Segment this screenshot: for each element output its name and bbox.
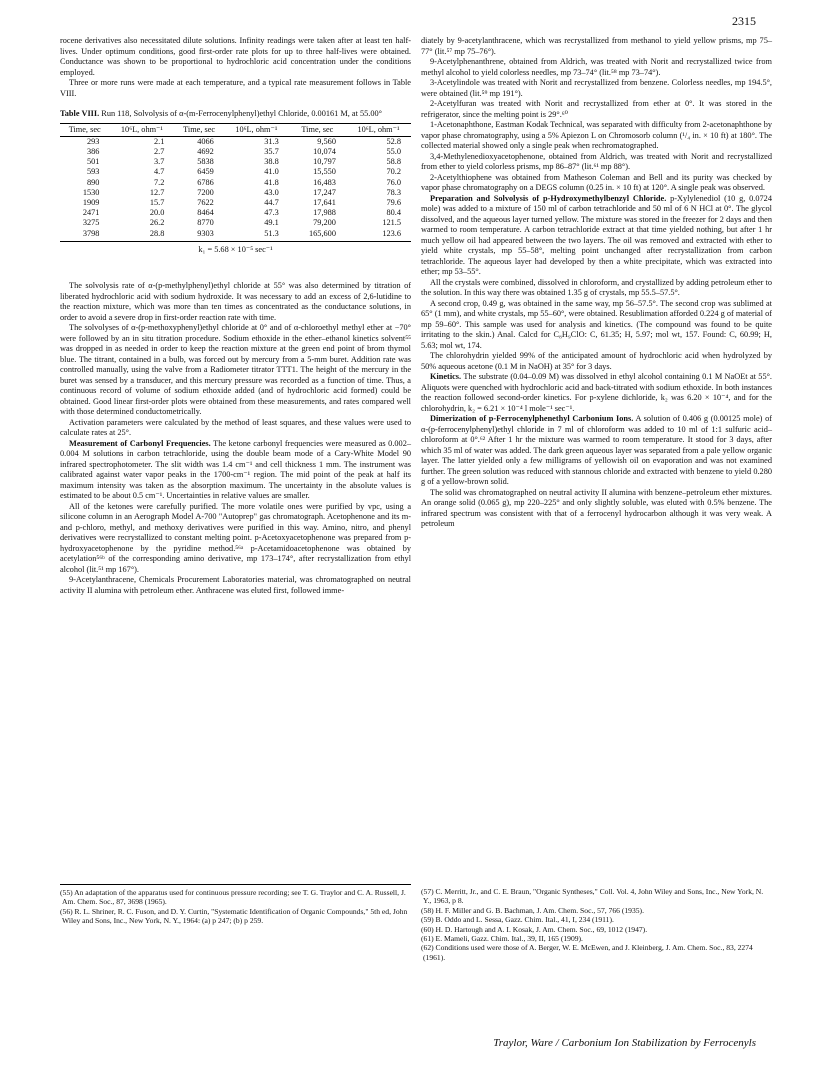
paragraph: All of the ketones were carefully purified. The more volatile ones were purified by vpc, using a silicone column in an Aerograph Model A-700 "Autoprep" gas chromatograph. Acetophenone and its m- and p-chloro, methyl, and methoxy derivatives were purified in this way. Amino, nitro, and phenyl derivatives were recrystallized to constant melting point. p-Acetoxyacetophenone was prepared from p-hydroxyacetophenone by the pyridine method.⁵⁶ᵃ p-Acetamidoacetophenone was obtained by acetylation⁵⁶ᵇ of the corresponding amino derivative, mp 173–174°, after recrystallization from ethyl alcohol (lit.⁵¹ mp 167°). xyxy=(60,501,411,574)
footnote: (58) H. F. Miller and G. B. Bachman, J. Am. Chem. Soc., 57, 766 (1935). xyxy=(421,905,644,915)
table-row xyxy=(60,147,411,157)
table-cell: 80.4 xyxy=(386,208,401,218)
table-cell: 10,074 xyxy=(313,146,336,156)
column-header: Time, sec xyxy=(174,123,223,136)
paragraph: rocene derivatives also necessitated dilute solutions. Infinity readings were taken after at least ten half-lives. Under optimum conditions, good first-order rate plots for up to three half-lives were obtained. Conductance was shown to be proportional to hydrochloric acid concentration under the conditions employed. xyxy=(60,36,411,77)
table-cell: 386 xyxy=(86,146,100,156)
table-cell: 41.0 xyxy=(264,167,279,177)
table-cell: 79.6 xyxy=(386,197,401,207)
table-cell: 165,600 xyxy=(289,229,346,242)
table-cell: 38.8 xyxy=(264,157,279,167)
table-cell: 8464 xyxy=(197,208,214,218)
footnote: (55) An adaptation of the apparatus used for continuous pressure recording; see T. G. Traylor and C. A. Russell, J. Am. Chem. Soc., 87, 3698 (1965). xyxy=(60,888,406,907)
table-cell: 43.0 xyxy=(264,187,279,197)
table-cell: 1909 xyxy=(82,197,100,207)
paragraph: diately by 9-acetylanthracene, which was recrystallized from methanol to yield yellow prisms, mp 75–77° (lit.⁵⁷ mp 75–76°). xyxy=(421,36,772,56)
section-text: The ketone carbonyl frequencies were measured as 0.002–0.004 M solutions in carbon tetrachloride, using the double beam mode of a Cary-White Model 90 infrared spectrophotometer. The slit width was 1.4 cm⁻¹ and cell thickness 1 mm. The instrument was calibrated against water vapor peaks in the 1700-cm⁻¹ region. The mid point of the peak at half its maximum intensity was taken as the absorption maximum. The uncertainty in the absolute values is estimated to be about 0.5 cm⁻¹. Uncertainties in relative values are smaller. xyxy=(60,438,412,501)
table-cell: 7.2 xyxy=(154,177,165,187)
table-cell: 58.8 xyxy=(386,157,401,167)
table-cell: 51.3 xyxy=(224,229,289,242)
table-row xyxy=(60,188,411,198)
table-cell: 8770 xyxy=(197,218,214,228)
paragraph: Activation parameters were calculated by the method of least squares, and these values were used to calculate rates at 25°. xyxy=(60,417,411,438)
table-cell: 3798 xyxy=(60,229,109,242)
table-row xyxy=(60,198,411,208)
paragraph xyxy=(60,439,411,502)
paragraph: The solvolyses of α-(p-methoxyphenyl)ethyl chloride at 0° and of α-chloroethyl methyl ether at −70° were followed by an in situ titration procedure. Sodium ethoxide in the ether–ethanol kinetics solvent⁵⁵ was dropped in as needed in order to keep the reaction mixture at the green end point of brom thymol blue. The titrant, contained in a bulb, was forced out by mercury from a 5-mm buret. Addition rate was controlled manually, using the valve from a Radiometer titrator TTT1. The height of the mercury in the buret was sensed by a transducer, and this mercury pressure was recorded as a function of time. Thus, a continuous record of volume of sodium ethoxide added (and of hydrochloric acid formed) could be obtained. Good linear first-order plots were obtained from these measurements, and rates compared well with those determined conductometrically. xyxy=(60,323,411,417)
paragraph: 2-Acetylthiophene was obtained from Matheson Coleman and Bell and its purity was checked by vapor phase chromatography on a DEGS column (0.25 in. × 10 ft) at 120°. A single peak was observed. xyxy=(421,172,772,192)
section-text: p-Xylylenediol (10 g, 0.0724 mole) was added to a mixture of 150 ml of carbon tetrachloride and 50 ml of 6 N HCl at 0°. The glycol dissolved, and the aqueous layer turned yellow. The mixture was stored in the freezer for 2 days and then warmed to room temperature. A carbon tetrachloride extract at that time yielded nothing, but after 1 hr much yellow oil had appeared between the two layers. The oil was removed and extracted with ether to yield white crystals, mp 55–58°, melting point unchanged after recrystallization from carbon tetrachloride. The aqueous layer had developed by then a white precipitate, which was extracted into ether; mp 53–55°. xyxy=(421,193,772,276)
table-cell: 10,797 xyxy=(313,157,336,167)
table-row xyxy=(60,157,411,167)
table-cell: 123.6 xyxy=(346,229,411,242)
section-text: A solution of 0.406 g (0.00125 mole) of α-(p-ferrocenylphenyl)ethyl chloride in 7 ml of chloroform was added to 10 ml of 1:1 sulfuric acid–chloroform at 0°.⁶² After 1 hr the mixture was warmed to room temperature. It stood for 3 days, after which 35 ml of water was added. The dark green aqueous layer was separated from a pale yellow organic layer. The latter yielded only a few milligrams of yellowish oil on evaporation and was not examined further. The green solution was reduced with stannous chloride and extracted with benzene to yield 0.280 g of a yellow-brown solid. xyxy=(421,414,772,486)
section-heading: Kinetics. xyxy=(430,372,462,381)
footnote: (56) R. L. Shriner, R. C. Fuson, and D. Y. Curtin, "Systematic Identification of Organic Compounds," 5th ed, John Wiley and Sons, Inc., New York, N. Y., 1964: (a) p 247; (b) p 259. xyxy=(60,906,408,926)
paragraph xyxy=(421,414,772,488)
table-cell: 6786 xyxy=(197,177,214,187)
paragraph: Three or more runs were made at each temperature, and a typical rate measurement follows in Table VIII. xyxy=(60,78,411,98)
right-column xyxy=(421,36,772,530)
running-footer: Traylor, Ware / Carbonium Ion Stabilization by Ferrocenyls xyxy=(493,1037,756,1049)
table-cell: 17,247 xyxy=(313,187,336,197)
paragraph: All the crystals were combined, dissolved in chloroform, and crystallized by adding petroleum ether to the solution. In this way there was obtained 1.35 g of crystals, mp 55.5–57.5°. xyxy=(421,277,772,297)
table-cell: 17,988 xyxy=(313,208,336,218)
section-heading: Preparation and Solvolysis of p-Hydroxymethylbenzyl Chloride. xyxy=(430,193,667,203)
table-cell: 1530 xyxy=(82,187,100,197)
paragraph: A second crop, 0.49 g, was obtained in the same way, mp 56–57.5°. The second crop was sublimed at 65° (1 mm), and white crystals, mp 55–60°, were obtained. Resublimation afforded 0.224 g of material of mp 59–60°. This sample was used for analysis and kinetics. (The compound was found to be quite irritating to the skin.) Anal. Calcd for C₈H₉ClO: C, 61.35; H, 5.97; mol wt, 157. Found: C, 60.99; H, 5.63; mol wt, 174. xyxy=(421,298,772,350)
table-cell: 7622 xyxy=(197,197,214,207)
footnotes-right xyxy=(421,884,772,962)
table-cell: 15,550 xyxy=(313,167,336,177)
table-cell: 55.0 xyxy=(386,146,401,156)
table-cell: 49.1 xyxy=(264,218,279,228)
table-row xyxy=(60,167,411,177)
table-row xyxy=(60,208,411,218)
kinetics-table xyxy=(60,123,411,242)
table-cell: 20.0 xyxy=(149,208,165,218)
table-row xyxy=(60,218,411,228)
table-cell: 31.3 xyxy=(264,136,279,146)
column-header: 10⁶L, ohm⁻¹ xyxy=(109,123,174,136)
table-cell: 12.7 xyxy=(149,187,165,197)
footnote: (62) Conditions used were those of A. Berger, W. E. McEwen, and J. Kleinberg, J. Am. Chem. Soc., 83, 2274 (1961). xyxy=(421,943,753,962)
paragraph xyxy=(421,372,772,414)
paragraph xyxy=(421,194,772,278)
table-cell: 17,641 xyxy=(313,197,336,207)
table-caption-text: Run 118, Solvolysis of α-(m-Ferrocenylphenyl)ethyl Chloride, 0.00161 M, at 55.00° xyxy=(101,109,382,118)
section-heading: Dimerization of p-Ferrocenylphenethyl Carbonium Ions. xyxy=(430,414,634,423)
section-heading: Measurement of Carbonyl Frequencies. xyxy=(69,438,211,448)
column-header: 10⁶L, ohm⁻¹ xyxy=(346,123,411,136)
left-column xyxy=(60,36,411,596)
table-cell: 26.2 xyxy=(149,218,165,228)
paragraph: The solvolysis rate of α-(p-methylphenyl)ethyl chloride at 55° was also determined by titration of liberated hydrochloric acid with sodium hydroxide. It was necessary to add an excess of 2,6-lutidine to the reaction mixture, which was more than ten times as concentrated as the conductance solutions, in order to avoid a severe drop in first-order reaction rate with time. xyxy=(60,281,411,322)
table-cell: 70.2 xyxy=(386,167,401,177)
table-caption xyxy=(60,109,411,120)
table-cell: 16,483 xyxy=(313,177,336,187)
footnote: (60) H. D. Hartough and A. I. Kosak, J. Am. Chem. Soc., 69, 1012 (1947). xyxy=(421,924,648,934)
table-row xyxy=(60,178,411,188)
table-cell: 2.7 xyxy=(154,146,165,156)
table-row xyxy=(60,229,411,242)
table-body xyxy=(60,136,411,241)
paragraph: 3,4-Methylenedioxyacetophenone, obtained from Aldrich, was treated with Norit and recrystallized from ether to yield colorless prisms, mp 86–87° (lit.⁶¹ mp 88°). xyxy=(421,151,772,171)
paragraph: 1-Acetonaphthone, Eastman Kodak Technical, was separated with difficulty from 2-acetonaphthone by vapor phase chromatography, using a 5% Apiezon L on Chromosorb column (¹/₄ in. × 10 ft) at 180°. The collected material showed only a single peak when rechromatographed. xyxy=(421,120,772,150)
table-cell: 593 xyxy=(86,167,100,177)
table-cell: 6459 xyxy=(197,167,214,177)
footnotes-left xyxy=(60,884,411,926)
footnote: (57) C. Merritt, Jr., and C. E. Braun, "Organic Syntheses," Coll. Vol. 4, John Wiley and Sons, Inc., New York, N. Y., 1963, p 8. xyxy=(421,887,764,906)
footnote: (59) B. Oddo and L. Sessa, Gazz. Chim. Ital., 41, I, 234 (1911). xyxy=(421,915,614,925)
table-cell: 4.7 xyxy=(154,167,165,177)
table-cell: 9303 xyxy=(174,229,223,242)
paragraph: 3-Acetylindole was treated with Norit and recrystallized from benzene. Colorless needles, mp 194.5°, were obtained (lit.⁵⁹ mp 191°). xyxy=(421,78,772,98)
table-cell: 3.7 xyxy=(154,157,165,167)
table-cell: 76.0 xyxy=(386,177,401,187)
table-cell: 52.8 xyxy=(386,136,401,146)
table-cell: 121.5 xyxy=(382,218,401,228)
paragraph: 2-Acetylfuran was treated with Norit and recrystallized from ether at 0°. It was stored in the refrigerator, since the melting point is 29°.⁶⁰ xyxy=(421,99,772,119)
paragraph: 9-Acetylphenanthrene, obtained from Aldrich, was treated with Norit and recrystallized twice from methyl alcohol to yield colorless needles, mp 73–74° (lit.⁵⁸ mp 73–74°). xyxy=(421,57,772,77)
table-cell: 5838 xyxy=(197,157,214,167)
paragraph: The chlorohydrin yielded 99% of the anticipated amount of hydrochloric acid when hydrolyzed by 50% aqueous acetone (0.1 M in NaOH) at 35° for 3 days. xyxy=(421,351,772,371)
table-cell: 4066 xyxy=(197,136,214,146)
table-cell: 7200 xyxy=(197,187,214,197)
table-cell: 35.7 xyxy=(264,146,279,156)
table-cell: 47.3 xyxy=(264,208,279,218)
table-cell: 28.8 xyxy=(109,229,174,242)
table-cell: 41.8 xyxy=(264,177,279,187)
table-cell: 44.7 xyxy=(264,197,279,207)
table-cell: 4692 xyxy=(197,146,214,156)
column-header: Time, sec xyxy=(289,123,346,136)
table-cell: 79,200 xyxy=(313,218,336,228)
footnote: (61) E. Mameli, Gazz. Chim. Ital., 39, II, 165 (1909). xyxy=(421,934,583,944)
table-cell: 890 xyxy=(86,177,100,187)
paragraph: The solid was chromatographed on neutral activity II alumina with benzene–petroleum ether mixtures. An orange solid (0.065 g), mp 220–225° and only slightly soluble, was eluted with 0.5% benzene. The infrared spectrum was consistent with that of a ferrocenyl hydrocarbon although it was very weak. A petroleum xyxy=(421,487,772,528)
column-header: Time, sec xyxy=(60,123,109,136)
paragraph: 9-Acetylanthracene, Chemicals Procurement Laboratories material, was chromatographed on neutral activity II alumina with petroleum ether. Anthracene was eluted first, followed imme- xyxy=(60,575,411,595)
table-cell: 2471 xyxy=(82,208,100,218)
table-cell: 9,560 xyxy=(317,136,336,146)
table-cell: 3275 xyxy=(82,218,100,228)
section-text: The substrate (0.04–0.09 M) was dissolved in ethyl alcohol containing 0.1 M NaOEt at 55°. Aliquots were quenched with hydrochloric acid and back-titrated with sodium ethoxide. In both instances the reaction followed second-order kinetics. For p-xylene dichloride, k₂ was 6.20 × 10⁻⁴, and for the chlorohydrin, k₂ = 6.21 × 10⁻⁴ l mole⁻¹ sec⁻¹. xyxy=(421,372,772,413)
table-label: Table VIII. xyxy=(60,109,100,118)
table-cell: 501 xyxy=(86,157,100,167)
table-header-row xyxy=(60,123,411,136)
table-row xyxy=(60,136,411,147)
page-number: 2315 xyxy=(732,14,756,28)
table-cell: 293 xyxy=(86,136,100,146)
table-cell: 78.3 xyxy=(386,187,401,197)
table-cell: 2.1 xyxy=(154,136,165,146)
rate-constant: k₁ = 5.68 × 10⁻⁵ sec⁻¹ xyxy=(198,244,273,254)
column-header: 10⁶L, ohm⁻¹ xyxy=(224,123,289,136)
table-cell: 15.7 xyxy=(149,197,165,207)
